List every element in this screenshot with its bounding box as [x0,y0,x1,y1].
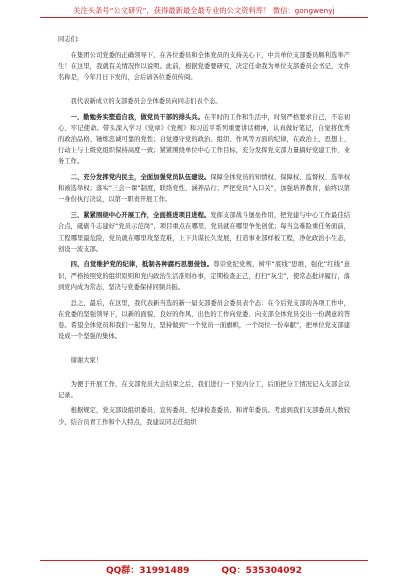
header-banner: 关注头条号“公文研究”，获得最新最全最专业的公文资料库！ 微信：gongwenyj [73,6,335,15]
paragraph-point-3 [58,210,350,255]
paragraph-division: 为便于开展工作，在支部党员大会结束之后，我们进行一下党内分工，后面把分工情况记入支部会议记录。 [58,380,350,399]
salutation: 同志们: [58,36,80,43]
header-divider [40,17,368,18]
paragraph-intro: 在集团公司党委的正确领导下，在各位委员和全体党员的支持关心下，中共单位支部委员顺利选举产生！在这里，我就有关情况作以说明。此前，根据党委要研究，决定任命我为单位支部委员会书记，文件名称是，今年月日下发的，会后请各位委员传阅。 [58,51,350,82]
footer-qq-group: QQ群：31991489 [105,566,190,576]
footer [0,563,408,576]
paragraph-point-4 [58,259,350,293]
thanks-line: 谢谢大家！ [70,356,103,364]
point-4-text: 尊崇党纪党规，树牢“底线”思维，强化“红线”意识，严格按照党的组织原则和党内政治生活准则办事，定期检查正己，打扫“灰尘”，使常态批评履行，落到党内成为常态，坚决与党委保持同频共振。 [58,261,350,291]
point-2-text: 保障全体党员的知情权、保障权、监督权、选举权和被选举权；落实“三会一课”制度，联络党性、涵养品行；严把党员“入口关”，加强培养教育，始终以第一身份执行决议，以第一职责开展工作。 [58,174,351,204]
point-1-heading: 一、勤勉务实塑造自我，做党员干部的排头兵。 [70,113,204,121]
document-body [58,34,350,432]
paragraph-rules: 根据规定，党支部设组织委员、宣传委员、纪律检查委员、和青年委员。考虑到我们支部委员人数较少，结合员青工作和个人特点，我建议同志任组织 [58,407,350,426]
point-3-heading: 三、紧紧围绕中心开展工作，全面推进项目进程。 [70,212,211,220]
point-1-text: 在平时的工作和生活中，时刻严格要求自己，不忘初心、牢记使命。带头深入学习《党章》《党规》和习近平系列重要讲话精神，认真做好笔记，自觉将优秀的政治品格、锤炼忠诚可靠的党性；自觉遵守党的政治、组织、作风等方面的纪律，在政治上、思想上、行动上与上级党组织保持高度一致；紧紧围绕单位中心工作目标，充分发挥党支部力量搞好党建工作、业务工作。 [58,113,351,166]
paragraph-statement: 我代表新成立的支部委员会全体委员向同志们表个态。 [70,97,222,105]
point-2-heading: 二、充分发挥党内民主，全面加强党员队伍建设。 [70,174,211,182]
paragraph-point-2 [58,172,350,206]
spacer [58,347,350,355]
spacer [58,88,350,96]
footer-qq: QQ：535304092 [221,566,303,576]
spacer [58,371,350,379]
point-3-text: 发挥支部战斗堡垒作用，把党建与中心工作最佳结合点，砥砺斗志建好“党员示范岗”，项目重点在哪里，党员就在哪里争先创优；每当急难险重任务面前，工程哪里最危险，党员就在哪里攻坚克难，上下共谋长久发展，打造事业部样板工程，净化政治小生态，创设一流支部。 [58,212,351,253]
paragraph-summary: 总之，最后，在这里，我代表新当选的新一届支部委员会委员表个态：在今后党支部的各项工作中，在党委的坚强领导下，以新的面貌、良好的作风、出色的工作向党委、向支部全体党员交出一份满意的答卷。希望全体党员和我们一起努力，坚持做到“一个党员一面旗帜，一个岗位一份奉献”，把单位党支部建设成一个坚强的集体。 [58,299,350,341]
point-4-heading: 四、自觉维护党的纪律，抵制各种腐朽思想侵蚀。 [70,261,214,269]
paragraph-point-1 [58,112,350,168]
footer-divider [40,560,368,561]
